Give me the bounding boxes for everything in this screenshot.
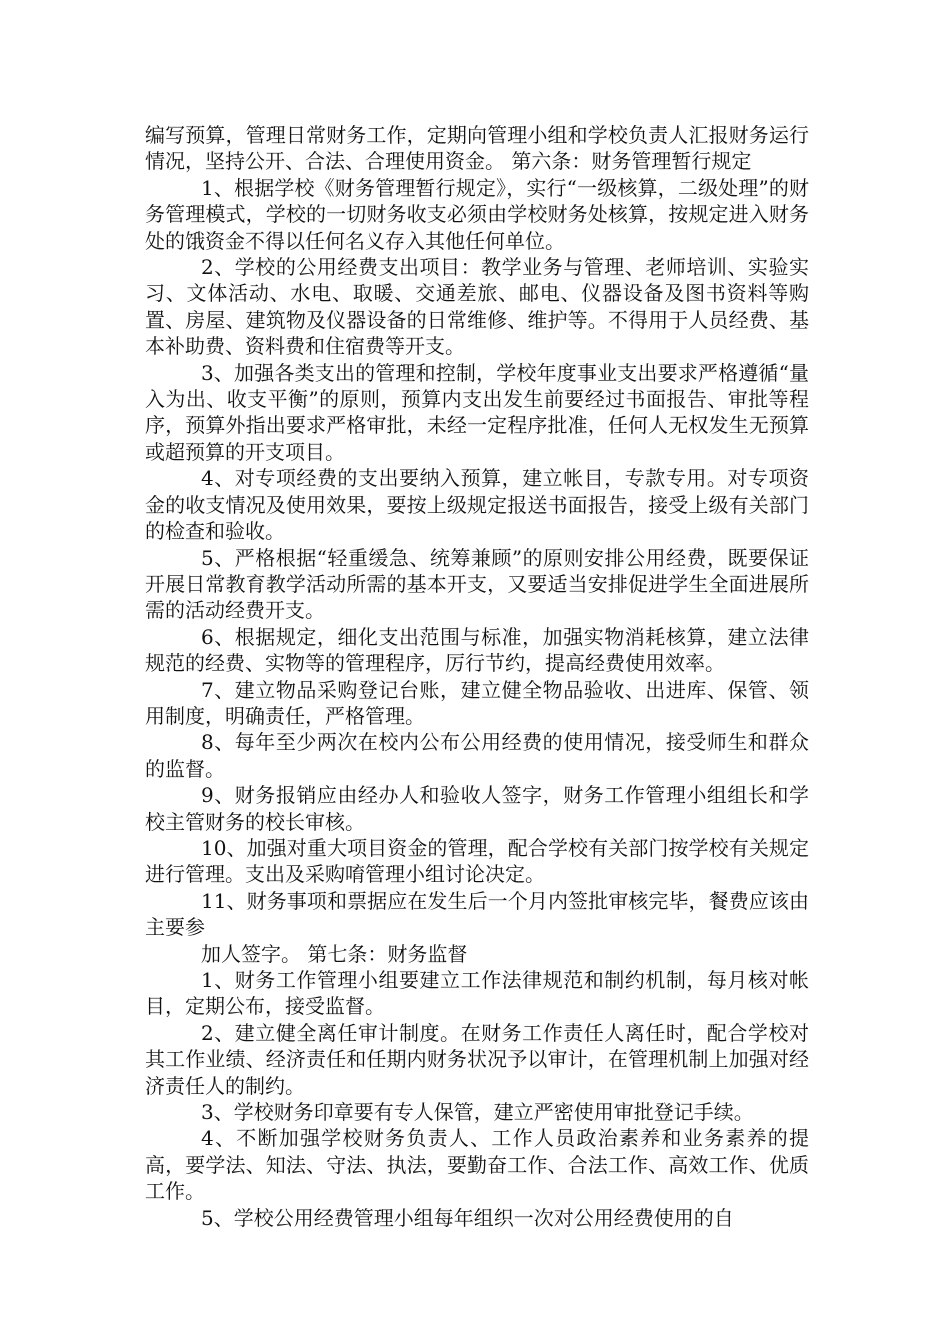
paragraph: 11、财务事项和票据应在发生后一个月内签批审核完毕，餐费应该由主要参 <box>145 888 809 940</box>
paragraph: 6、根据规定，细化支出范围与标准，加强实物消耗核算，建立法律规范的经费、实物等的管理程序，厉行节约，提高经费使用效率。 <box>145 624 809 676</box>
paragraph: 编写预算，管理日常财务工作，定期向管理小组和学校负责人汇报财务运行情况，坚持公开、合法、合理使用资金。 第六条：财务管理暂行规定 <box>145 123 809 174</box>
paragraph: 4、不断加强学校财务负责人、工作人员政治素养和业务素养的提高，要学法、知法、守法、执法，要勤奋工作、合法工作、高效工作、优质工作。 <box>145 1126 809 1204</box>
paragraph: 5、严格根据“轻重缓急、统筹兼顾”的原则安排公用经费，既要保证开展日常教育教学活动所需的基本开支，又要适当安排促进学生全面进展所需的活动经费开支。 <box>145 545 809 623</box>
paragraph: 加人签字。 第七条：财务监督 <box>201 941 468 966</box>
paragraph: 1、财务工作管理小组要建立工作法律规范和制约机制，每月核对帐目，定期公布，接受监督。 <box>145 968 809 1019</box>
paragraph: 2、学校的公用经费支出项目：教学业务与管理、老师培训、实验实习、文体活动、水电、取暖、交通差旅、邮电、仪器设备及图书资料等购置、房屋、建筑物及仪器设备的日常维修、维护等。不得用于人员经费、基本补助费、资料费和住宿费等开支。 <box>145 255 809 359</box>
paragraph: 1、根据学校《财务管理暂行规定》，实行“一级核算，二级处理”的财务管理模式，学校的一切财务收支必须由学校财务处核算，按规定进入财务处的饿资金不得以任何名义存入其他任何单位。 <box>145 175 809 253</box>
paragraph: 3、学校财务印章要有专人保管，建立严密使用审批登记手续。 <box>201 1100 754 1125</box>
paragraph: 4、对专项经费的支出要纳入预算，建立帐目，专款专用。对专项资金的收支情况及使用效果，要按上级规定报送书面报告，接受上级有关部门的检查和验收。 <box>145 466 809 544</box>
paragraph: 5、学校公用经费管理小组每年组织一次对公用经费使用的自 <box>201 1205 734 1230</box>
paragraph: 9、财务报销应由经办人和验收人签字，财务工作管理小组组长和学校主管财务的校长审核。 <box>145 783 809 834</box>
paragraph: 3、加强各类支出的管理和控制，学校年度事业支出要求严格遵循“量入为出、收支平衡”的原则，预算内支出发生前要经过书面报告、审批等程序，预算外指出要求严格审批，未经一定程序批准，任何人无权发生无预算或超预算的开支项目。 <box>145 360 809 464</box>
paragraph: 10、加强对重大项目资金的管理，配合学校有关部门按学校有关规定进行管理。支出及采购唷管理小组讨论决定。 <box>145 835 809 887</box>
document-body <box>145 122 809 1231</box>
paragraph: 8、每年至少两次在校内公布公用经费的使用情况，接受师生和群众的监督。 <box>145 730 809 781</box>
paragraph: 2、建立健全离任审计制度。在财务工作责任人离任时，配合学校对其工作业绩、经济责任和任期内财务状况予以审计，在管理机制上加强对经济责任人的制约。 <box>145 1020 809 1098</box>
paragraph: 7、建立物品采购登记台账，建立健全物品验收、出进库、保管、领用制度，明确责任，严格管理。 <box>145 677 809 728</box>
